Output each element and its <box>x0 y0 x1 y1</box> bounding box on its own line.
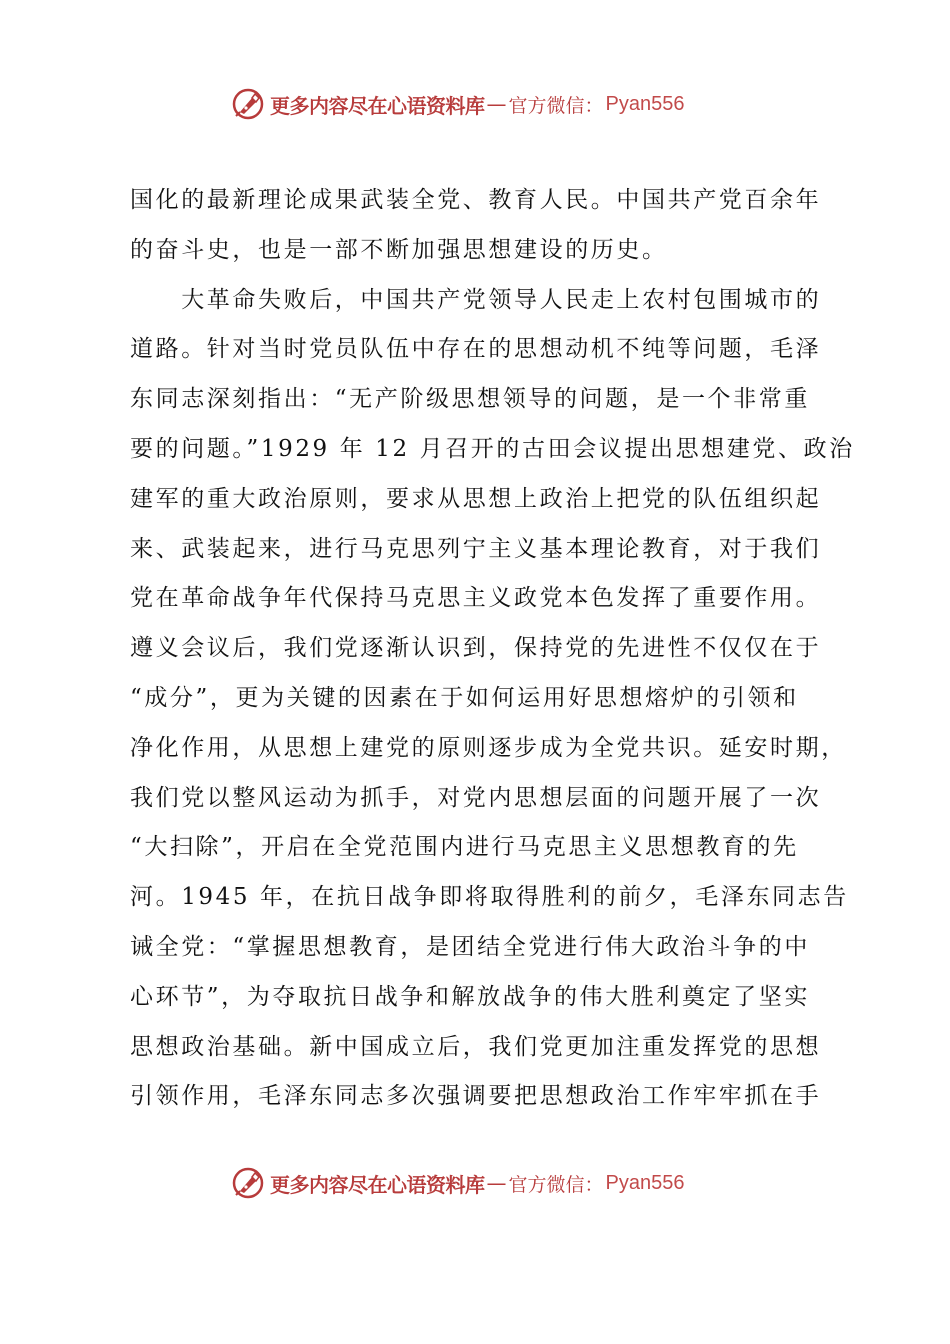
header-wechat-label: 官方微信： <box>508 94 604 117</box>
body-line: 国化的最新理论成果武装全党、教育人民。中国共产党百余年 <box>130 187 822 213</box>
footer-wechat-label: 官方微信： <box>508 1173 604 1196</box>
body-line: 东同志深刻指出：“无产阶级思想领导的问题，是一个非常重 <box>130 386 810 413</box>
body-line: 建军的重大政治原则，要求从思想上政治上把党的队伍组织起 <box>130 485 822 512</box>
body-line: 净化作用，从思想上建党的原则逐步成为全党共识。延安时期， <box>130 734 847 761</box>
body-line: 诫全党：“掌握思想教育，是团结全党进行伟大政治斗争的中 <box>130 933 810 960</box>
header-banner-text: 更多内容尽在心语资料库 <box>270 93 485 118</box>
body-line: 的奋斗史，也是一部不断加强思想建设的历史。 <box>130 236 668 263</box>
body-line: 思想政治基础。新中国成立后，我们党更加注重发挥党的思想 <box>130 1033 822 1060</box>
body-line: 党在革命战争年代保持马克思主义政党本色发挥了重要作用。 <box>130 585 822 612</box>
body-line: 引领作用，毛泽东同志多次强调要把思想政治工作牢牢抓在手 <box>130 1083 822 1110</box>
header-wechat-id: Pyan556 <box>605 92 685 115</box>
body-line: 要的问题。”1929 年 12 月召开的古田会议提出思想建党、政治 <box>130 435 855 462</box>
document-body <box>130 176 855 1122</box>
footer-banner-dash: — <box>486 1171 507 1195</box>
body-line: “成分”，更为关键的因素在于如何运用好思想熔炉的引领和 <box>130 684 799 711</box>
header-banner <box>230 86 750 122</box>
header-banner-dash: — <box>486 92 507 116</box>
body-line: “大扫除”，开启在全党范围内进行马克思主义思想教育的先 <box>130 834 799 861</box>
body-line: 大革命失败后，中国共产党领导人民走上农村包围城市的 <box>130 286 822 313</box>
body-line: 道路。针对当时党员队伍中存在的思想动机不纯等问题，毛泽 <box>130 336 822 363</box>
footer-banner <box>230 1165 750 1201</box>
pen-nib-logo-icon <box>230 1165 266 1201</box>
pen-nib-logo-icon <box>230 86 266 122</box>
body-line: 遵义会议后，我们党逐渐认识到，保持党的先进性不仅仅在于 <box>130 635 822 662</box>
body-line: 来、武装起来，进行马克思列宁主义基本理论教育，对于我们 <box>130 535 822 562</box>
body-line: 心环节”，为夺取抗日战争和解放战争的伟大胜利奠定了坚实 <box>130 983 810 1010</box>
footer-banner-text: 更多内容尽在心语资料库 <box>270 1172 485 1197</box>
body-line: 河。1945 年，在抗日战争即将取得胜利的前夕，毛泽东同志告 <box>130 884 849 911</box>
body-line: 我们党以整风运动为抓手，对党内思想层面的问题开展了一次 <box>130 784 822 811</box>
footer-wechat-id: Pyan556 <box>605 1171 685 1194</box>
